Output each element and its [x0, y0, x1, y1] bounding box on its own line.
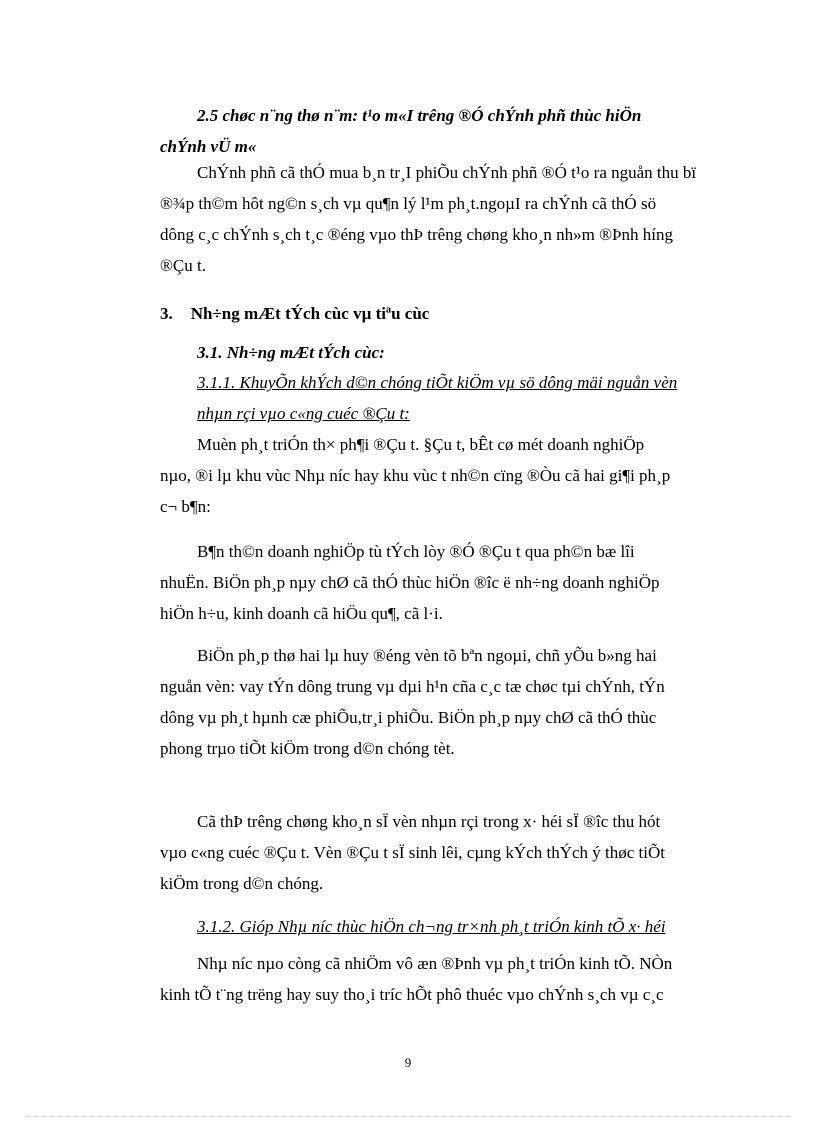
subsection-heading: 3.1. Nh÷ng mÆt tÝch cùc: [197, 343, 385, 362]
paragraph-line: Nhµ níc nµo còng cã nhiÖm vô æn ®Þnh vµ ph¸t triÓn kinh tÕ. NÒn [197, 954, 673, 973]
paragraph-line: dông c¸c chÝnh s¸ch t¸c ®éng vµo thÞ trêng chøng kho¸n nh»m ®Þnh híng [160, 225, 673, 244]
section-number: 3. [160, 304, 173, 323]
paragraph-2-5 [160, 157, 735, 281]
paragraph-line: nhuËn. BiÖn ph¸p nµy chØ cã thÓ thùc hiÖn ®îc ë nh÷ng doanh nghiÖp [160, 573, 660, 592]
paragraph-line: kinh tÕ t¨ng trëng hay suy tho¸i tríc hÕt phô thuéc vµo chÝnh s¸ch vµ c¸c [160, 985, 664, 1004]
subsubsection-heading-line-2: nhµn rçi vµo c«ng cuéc ®Çu t: [197, 404, 410, 423]
section-2-5 [160, 100, 735, 162]
section-3-heading [160, 298, 735, 329]
paragraph-line: kiÖm trong d©n chóng. [160, 874, 324, 893]
paragraph-line: ®Çu t. [160, 256, 206, 275]
paragraph-line: hiÖn h÷u, kinh doanh cã hiÖu qu¶, cã l·i. [160, 604, 443, 623]
paragraph-line: phong trµo tiÕt kiÖm trong d©n chóng tèt. [160, 739, 455, 758]
paragraph-line: nguån vèn: vay tÝn dông trung vµ dµi h¹n cña c¸c tæ chøc tµi chÝnh, tÝn [160, 677, 665, 696]
subsubsection-heading: 3.1.2. Gióp Nhµ níc thùc hiÖn ch¬ng tr×nh ph¸t triÓn kinh tÕ x· héi [197, 917, 666, 936]
subsubsection-heading-line-1: 3.1.1. KhuyÕn khÝch d©n chóng tiÕt kiÖm vµ sö dông mäi nguån vèn [197, 373, 678, 392]
page-bottom-dotted-rule [25, 1116, 791, 1117]
paragraph-line: nµo, ®i lµ khu vùc Nhµ níc hay khu vùc t nh©n cïng ®Òu cã hai gi¶i ph¸p [160, 466, 671, 485]
section-heading-line-2: chÝnh vÜ m« [160, 137, 257, 156]
paragraph-3-1-1-d [160, 806, 735, 899]
paragraph-line: ®¾p th©m hôt ng©n s¸ch vµ qu¶n lý l¹m ph¸t.ngoµI ra chÝnh cã thÓ sö [160, 194, 657, 213]
paragraph-line: c¬ b¶n: [160, 497, 211, 516]
paragraph-line: BiÖn ph¸p thø hai lµ huy ®éng vèn tõ bªn ngoµi, chñ yÕu b»ng hai [197, 646, 657, 665]
paragraph-line: B¶n th©n doanh nghiÖp tù tÝch lòy ®Ó ®Çu t qua ph©n bæ lîi [197, 542, 635, 561]
paragraph-3-1-1-b [160, 536, 735, 629]
paragraph-3-1-2 [160, 948, 735, 1010]
paragraph-3-1-1-c [160, 640, 735, 764]
section-3-1-1-heading [160, 367, 735, 429]
paragraph-line: ChÝnh phñ cã thÓ mua b¸n tr¸I phiÕu chÝnh phñ ®Ó t¹o ra nguån thu bï [197, 163, 697, 182]
section-3-1-2-heading [160, 911, 735, 942]
section-3-1-heading [160, 337, 735, 368]
section-title: Nh÷ng mÆt tÝch cùc vµ tiªu cùc [190, 304, 430, 323]
paragraph-line: Muèn ph¸t triÓn th× ph¶i ®Çu t. §Çu t, bÊt cø mét doanh nghiÖp [197, 435, 645, 454]
section-heading-line-1: 2.5 chøc n¨ng thø n¨m: t¹o m«I trêng ®Ó chÝnh phñ thùc hiÖn [197, 106, 642, 125]
paragraph-line: vµo c«ng cuéc ®Çu t. Vèn ®Çu t sÏ sinh lêi, cµng kÝch thÝch ý thøc tiÕt [160, 843, 665, 862]
page-number: 9 [404, 1055, 412, 1070]
paragraph-line: Cã thÞ trêng chøng kho¸n sÏ vèn nhµn rçi trong x· héi sÏ ®îc thu hót [197, 812, 661, 831]
paragraph-line: dông vµ ph¸t hµnh cæ phiÕu,tr¸i phiÕu. BiÖn ph¸p nµy chØ cã thÓ thùc [160, 708, 657, 727]
paragraph-3-1-1-a [160, 429, 735, 522]
section-heading [160, 298, 735, 329]
